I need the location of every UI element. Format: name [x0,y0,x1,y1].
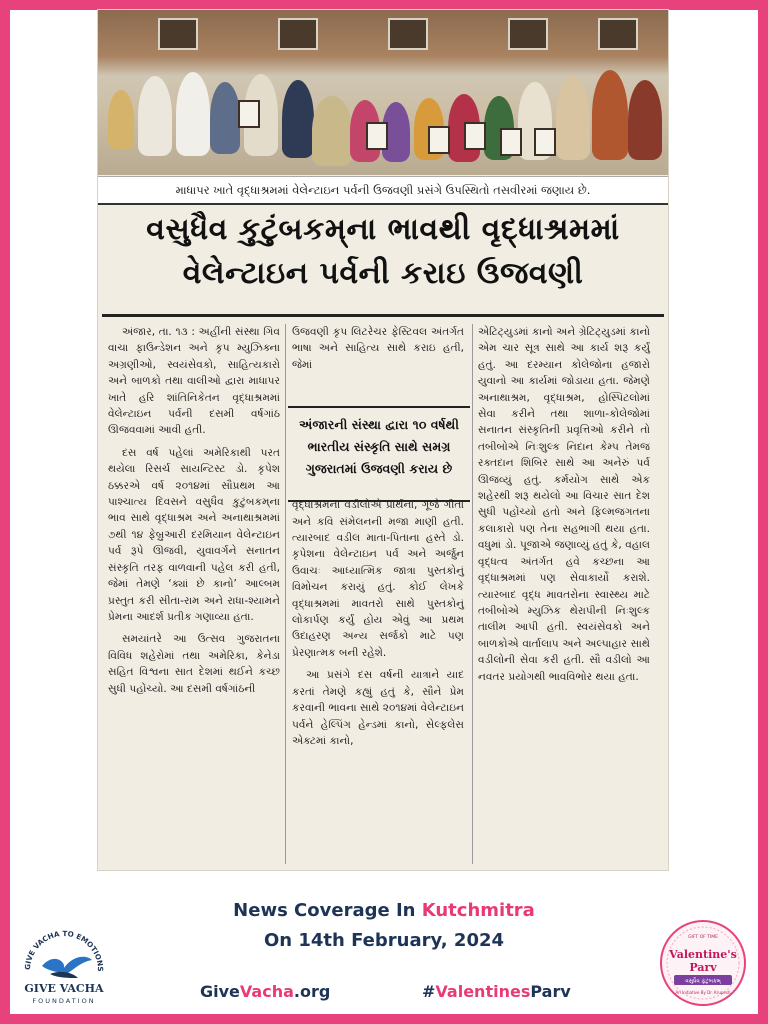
photo-caption: માધાપર ખાતે વૃદ્ધાશ્રમમાં વેલેન્ટાઇન પર્વની ઉજવણી પ્રસંગે ઉપસ્થિતો તસવીરમાં જણાય છે. [98,176,668,205]
article-paragraph: દસ વર્ષ પહેલાં અમેરિકાથી પરત થયેલા રિસર્ચ સાયન્ટિસ્ટ ડો. કૃપેશ ઠક્કરએ વર્ષ ૨૦૧૪માં સૌપ્રથમ આ પાશ્ચાત્ય દિવસને વસુધૈવ કુટુંબકમ્‌ના ભાવ સાથે વૃદ્ધાશ્રમ અને અનાથાશ્રમમાં ૭થી ૧૪ ફેબ્રુઆરી દરમિયાન વેલેન્ટાઇન પર્વ રૂપે ઊજવી, યુવાવર્ગને સનાતન સંસ્કૃતિ તરફ વાળવાની પહેલ કરી હતી, જેમાં તેમણે ‘ક્યાં છે કાનો’ આલ્બમ પ્રસ્તુત કરી સીતા-રામ અને રાધા-શ્યામને પ્રેમના આદર્શ પ્રતીક ગણાવ્યા હતા. [108,446,280,623]
logo-title-1: Valentine's [669,948,737,961]
coverage-date: On 14th February, 2024 [263,930,505,951]
article-paragraph: આ પ્રસંગે દસ વર્ષની યાત્રાને યાદ કરતાં તેમણે કહ્યું હતું કે, સૌને પ્રેમ કરવાની ભાવના સાથે ૨૦૧૪માં વેલેન્ટાઇન પર્વને હેલ્પિંગ હેન્ડમાં કાનો, સેલ્ફલેસ એક્ટમાં કાનો, [292,669,464,747]
column-divider [472,324,473,864]
coverage-title: News Coverage In Kutchmitra [233,900,535,921]
article-paragraph: ઉજવણી કૃપ લિટરેચર ફેસ્ટિવલ અંતર્ગત ભાષા અને સાહિત્ય સાથે કરાઇ હતી, જેમાં [292,326,464,371]
article-paragraph: એટિટ્યુડમાં કાનો અને ગ્રેટિટ્યુડમાં કાનો એમ ચાર સૂત્ર સાથે આ કાર્ય શરૂ કર્યું હતું. આ દરમ્યાન કોલેજોના હજારો યુવાનો આ કાર્યમાં જોડાયા હતા. જેમણે અનાથાશ્રમ, વૃદ્ધાશ્રમ, હોસ્પિટલોમાં સેવા કરીને તથા શાળા-કોલેજોમાં સનાતન સંસ્કૃતિની પ્રવૃત્તિઓ કરીને તો તબીબોએ નિઃશુલ્ક નિદાન કેમ્પ તેમજ રક્તદાન શિબિર સાથે આ અનેરું પર્વ ઊજવ્યું હતું. કર્મયોગ સાથે એક શહેરથી શરૂ થયેલો આ વિચાર સાત દેશ સુધી પહોંચ્યો હતો અને ફિલ્મજગતના કલાકારો પણ તેના સહભાગી થયા હતા. વધુમાં ડો. પૂજાએ જણાવ્યું હતું કે, વહાલ વૃદ્ધત્વ અંતર્ગત હવે કચ્છના આ વૃદ્ધાશ્રમમાં પણ સેવાકાર્યો કરાશે. ત્યારબાદ વૃદ્ધ માવતરોના સ્વાસ્થ્ય માટે તબીબોએ મ્યુઝિક થેરાપીની નિઃશુલ્ક તાલીમ આપી હતી. સ્વયંસેવકો અને બાળકોએ વાર્તાલાપ અને અલ્પાહાર સાથે વડીલોની સેવા કરી હતી. સૌ વડીલો આ નવતર પ્રયોગથી ભાવવિભોર થયા હતા. [478,326,650,683]
logo-top-text: GIFT OF TIME [688,935,718,940]
pull-quote-line: ગુજરાતમાં ઉજવણી કરાય છે [305,461,453,476]
certificate-frame [238,100,260,128]
certificate-frame [428,126,450,154]
photo-window [388,18,428,50]
photo-window [508,18,548,50]
article-paragraph: સમયાંતરે આ ઉત્સવ ગુજરાતના વિવિધ શહેરોમાં તથા અમેરિકા, કેનેડા સહિત વિશ્વના સાત દેશમાં થઈને કચ્છ સુધી પહોંચ્યો. આ દસમી વર્ષગાંઠની [108,633,280,695]
headline [102,208,664,296]
logo-title-2: Parv [689,961,717,974]
column-divider [285,324,286,864]
article-paragraph: વૃદ્ધાશ્રમના વડીલોએ પ્રાર્થના, ગૂંજે ગીતા અને કવિ સંમેલનની મજા માણી હતી. ત્યારબાદ વડીલ માતા-પિતાના હસ્તે ડો. કૃપેશના વેલેન્ટાઇન પર્વ અને અર્જુન ઉવાચઃ આધ્યાત્મિક જાત્રા પુસ્તકોનું વિમોચન કરાયું હતું. કોઈ લેખકે વૃદ્ધાશ્રમમાં માવતરો સાથે પુસ્તકોનું લોકાર્પણ કર્યું હોય એવું આ પ્રથમ ઉદાહરણ અન્ય સર્જકો માટે પણ પ્રેરણાત્મક બની રહેશે. [292,499,464,659]
article-column-1 [108,324,280,703]
pull-quote-line: ભારતીય સંસ્કૃતિ સાથે સમગ્ર [307,439,451,454]
article-paragraph: અંજાર, તા. ૧૩ : અહીંની સંસ્થા ગિવ વાચા ફાઉન્ડેશન અને કૃપ મ્યુઝિક્ના અગ્રણીઓ, સ્વયંસેવકો, સાહિત્યકારો અને બાળકો તથા વાલીઓ દ્વારા માધાપર ખાતે હરિ શાંતિનિકેતન વૃદ્ધાશ્રમમાં વેલેન્ટાઇન પર્વની દસમી વર્ષગાંઠ ઊજવવામાં આવી હતી. [108,326,280,437]
givevacha-logo [20,922,108,1008]
logo-bottom-text: An Initiative By Dr. Krupesh [675,990,731,995]
heart-badge-icon [656,918,750,1008]
article-column-3 [478,324,650,691]
certificate-frame [534,128,556,156]
pull-quote [288,406,470,502]
headline-line-1: વસુધૈવ કુટુંબકમ્‌ના ભાવથી વૃદ્ધાશ્રમમાં [146,212,620,247]
headline-line-2: વેલેન્ટાઇન પર્વની કરાઇ ઉજવણી [182,256,584,291]
newspaper-name: Kutchmitra [421,900,535,921]
valentines-parv-logo [656,918,750,1008]
certificate-frame [464,122,486,150]
headline-rule [102,314,664,317]
certificate-frame [366,122,388,150]
pull-quote-line: અંજારની સંસ્થા દ્વારા ૧૦ વર્ષથી [299,417,459,432]
photo-window [158,18,198,50]
photo-window [598,18,638,50]
logo-sub: FOUNDATION [32,997,96,1005]
group-photo [98,10,668,175]
dove-icon [20,922,108,1008]
newspaper-clipping [98,10,668,870]
logo-name: GIVE VACHA [24,982,104,995]
photo-window [278,18,318,50]
logo-arc-text: GIVE VACHA TO EMOTIONS [22,928,106,972]
logo-band-text: વસુધૈવ કુટુંબકમ્ [685,978,721,985]
article-column-2 [292,324,464,755]
certificate-frame [500,128,522,156]
website-link[interactable]: GiveVacha.org [200,982,331,1001]
hashtag[interactable]: #ValentinesParv [422,982,571,1001]
footer [10,882,758,1014]
